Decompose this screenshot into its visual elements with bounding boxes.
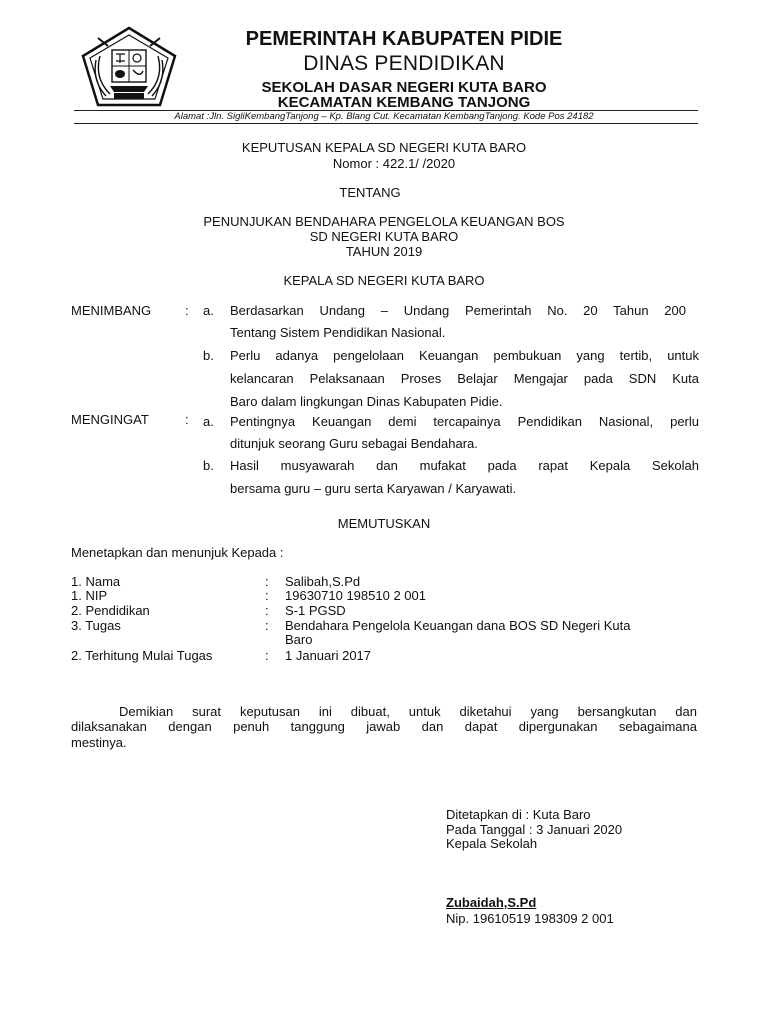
field-value: S-1 PGSD [285, 603, 346, 618]
signature-place: Ditetapkan di : Kuta Baro [446, 807, 591, 822]
field-value: Bendahara Pengelola Keuangan dana BOS SD Negeri Kuta [285, 618, 631, 633]
menetapkan-line: Menetapkan dan menunjuk Kepada : [71, 545, 284, 560]
menimbang-label: MENIMBANG [71, 303, 152, 318]
agency-heading: DINAS PENDIDIKAN [303, 52, 505, 75]
decree-number: Nomor : 422.1/ /2020 [332, 156, 456, 171]
mengingat-b-line1: Hasil musyawarah dan mufakat pada rapat Kepala Sekolah [230, 458, 699, 473]
field-value: Salibah,S.Pd [285, 574, 361, 589]
field-colon: : [265, 574, 269, 589]
signature-date: Pada Tanggal : 3 Januari 2020 [446, 822, 623, 837]
mengingat-a-line1: Pentingnya Keuangan demi tercapainya Pendidikan Nasional, perlu [230, 414, 699, 429]
about-label: TENTANG [339, 185, 401, 200]
field-colon: : [265, 603, 269, 618]
mengingat-label: MENGINGAT [71, 412, 149, 427]
closing-line-3: mestinya. [71, 735, 127, 750]
signatory-name: Zubaidah,S.Pd [446, 895, 537, 910]
field-label: 1. Nama [71, 574, 121, 589]
menimbang-b-marker: b. [203, 348, 214, 363]
mengingat-colon: : [185, 412, 189, 427]
field-colon: : [265, 648, 269, 663]
decree-title: KEPUTUSAN KEPALA SD NEGERI KUTA BARO [241, 140, 527, 155]
field-value-continued: Baro [285, 632, 313, 647]
menimbang-a-marker: a. [203, 303, 214, 318]
subject-line-1: PENUNJUKAN BENDAHARA PENGELOLA KEUANGAN BOS [203, 214, 565, 229]
signature-role: Kepala Sekolah [446, 836, 538, 851]
school-address: Alamat :Jln. SigliKembangTanjong – Kp. Blang Cut. Kecamatan KembangTanjong. Kode Pos 24182 [174, 111, 594, 122]
field-colon: : [265, 588, 269, 603]
menimbang-a-line1: Berdasarkan Undang – Undang Pemerintah No. 20 Tahun 200 [230, 303, 686, 318]
field-label: 1. NIP [71, 588, 108, 603]
subject-line-3: TAHUN 2019 [345, 244, 423, 259]
closing-line-1: Demikian surat keputusan ini dibuat, untuk diketahui yang bersangkutan dan [119, 704, 697, 719]
signatory-nip: Nip. 19610519 198309 2 001 [446, 911, 614, 926]
menimbang-b-line2: kelancaran Pelaksanaan Proses Belajar Mengajar pada SDN Kuta [230, 371, 699, 386]
district-heading: KECAMATAN KEMBANG TANJONG [277, 94, 531, 111]
school-heading: SEKOLAH DASAR NEGERI KUTA BARO [261, 79, 547, 96]
mengingat-a-line2: ditunjuk seorang Guru sebagai Bendahara. [230, 436, 478, 451]
memutuskan-heading: MEMUTUSKAN [337, 516, 431, 531]
mengingat-b-line2: bersama guru – guru serta Karyawan / Karyawati. [230, 481, 517, 496]
field-label: 2. Terhitung Mulai Tugas [71, 648, 213, 663]
government-heading: PEMERINTAH KABUPATEN PIDIE [245, 28, 563, 50]
issuer-line: KEPALA SD NEGERI KUTA BARO [283, 273, 485, 288]
subject-line-2: SD NEGERI KUTA BARO [309, 229, 459, 244]
field-colon: : [265, 618, 269, 633]
menimbang-b-line1: Perlu adanya pengelolaan Keuangan pembukuan yang tertib, untuk [230, 348, 699, 363]
field-label: 3. Tugas [71, 618, 121, 633]
menimbang-colon: : [185, 303, 189, 318]
letterhead-rule-bottom [74, 123, 698, 124]
field-value: 1 Januari 2017 [285, 648, 372, 663]
mengingat-a-marker: a. [203, 414, 214, 429]
menimbang-b-line3: Baro dalam lingkungan Dinas Kabupaten Pidie. [230, 394, 503, 409]
field-value: 19630710 198510 2 001 [285, 588, 426, 603]
menimbang-a-line2: Tentang Sistem Pendidikan Nasional. [230, 325, 446, 340]
closing-line-2: dilaksanakan dengan penuh tanggung jawab dan dapat dipergunakan sebagaimana [71, 719, 697, 734]
mengingat-b-marker: b. [203, 458, 214, 473]
field-label: 2. Pendidikan [71, 603, 150, 618]
